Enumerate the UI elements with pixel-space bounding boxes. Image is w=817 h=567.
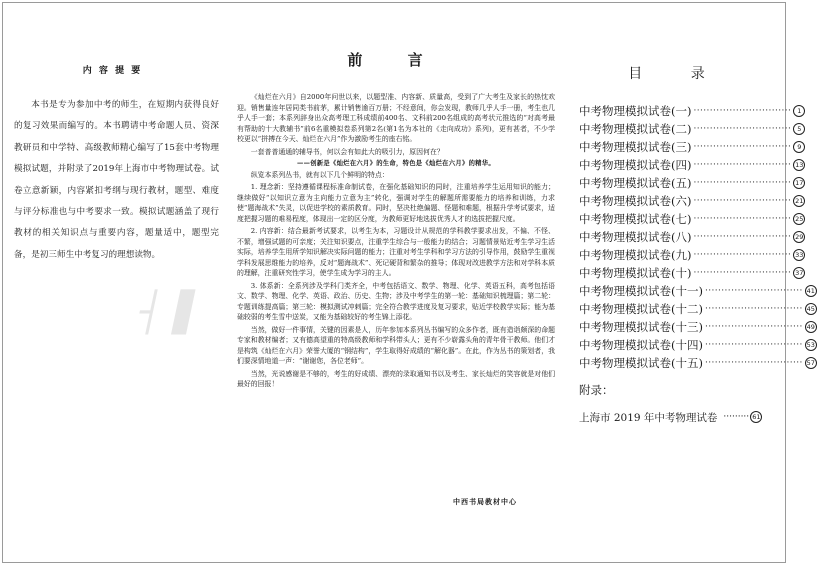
toc-page-number: 1 bbox=[793, 105, 805, 117]
preface-paragraph: 纵览本系列丛书，就有以下几个鲜明的特点： bbox=[250, 170, 389, 179]
toc-leader-dots: ······························ bbox=[693, 106, 792, 116]
toc-leader-dots: ······························ bbox=[704, 322, 803, 332]
toc-item[interactable] bbox=[579, 138, 802, 156]
preface-paragraph: 当然，做好一件事情，关键的因素是人，历年参加本系列丛书编写的众多作者，既有造诣颇深的命题专家和教材编者；又有德高望重的特高级教师和学科带头人；更有不少崭露头角的青年骨干教师。他们才是构筑《灿烂在六月》荣誉大厦的“钢结构”，学生取得好成绩的“解化器”。在此，作为丛书的策划者，我们要深情地道一声：“谢谢您，各位老师”。 bbox=[237, 325, 555, 365]
toc-appendix-title: 上海市 2019 年中考物理试卷 bbox=[579, 411, 718, 424]
toc-page-number: 25 bbox=[795, 215, 804, 223]
summary-title: 内 容 提 要 bbox=[82, 66, 143, 76]
toc-item-title: 中考物理模拟试卷(二) bbox=[579, 122, 692, 136]
toc-appendix-item[interactable] bbox=[579, 408, 784, 426]
preface-paragraph: 1. 理念新：坚持遵循课程标准命制试卷，在强化基础知识的同时，注重培养学生运用知识的能力；继续做好“以知识立意为主向能力立意为主”转化，强调对学生的解题所需要能力的培养和训练，力求使“题海战术”失灵，以促进学校的素质教育。同时，坚决杜绝偏题、怪题和难题，根据升学考试要求，适度把握习题的难易程度，体现出一定的区分度，为教师更好地选拔优秀人才的选拔把握尺度。 bbox=[237, 183, 555, 223]
toc-page-number: 17 bbox=[795, 179, 804, 187]
toc-item[interactable] bbox=[579, 336, 815, 354]
toc-item[interactable] bbox=[579, 102, 802, 120]
toc-item[interactable] bbox=[579, 210, 804, 228]
toc-item-title: 中考物理模拟试卷(三) bbox=[579, 140, 692, 154]
toc-leader-dots: ······························ bbox=[704, 304, 803, 314]
toc-page-number: 53 bbox=[806, 341, 815, 349]
toc-item[interactable] bbox=[579, 264, 804, 282]
toc-item[interactable] bbox=[579, 192, 804, 210]
toc-page-number: 33 bbox=[795, 251, 804, 259]
toc-page-number: 29 bbox=[795, 233, 804, 241]
toc-leader-dots: ······························ bbox=[704, 340, 803, 350]
toc-title: 目 录 bbox=[628, 66, 727, 82]
toc-item[interactable] bbox=[579, 246, 804, 264]
toc-page bbox=[565, 0, 815, 567]
toc-leader-dots: ······························ bbox=[693, 214, 792, 224]
toc-leader-dots: ······························ bbox=[693, 178, 792, 188]
toc-leader-dots: ······························ bbox=[693, 160, 792, 170]
toc-page-number: 41 bbox=[806, 287, 815, 295]
toc-leader-dots: ······························ bbox=[704, 286, 803, 296]
toc-leader-dots: ······························ bbox=[693, 268, 792, 278]
toc-item-title: 中考物理模拟试卷(九) bbox=[579, 248, 692, 262]
preface-page bbox=[225, 0, 565, 567]
preface-body bbox=[237, 92, 555, 392]
toc-page-number: 9 bbox=[793, 141, 805, 153]
preface-paragraph: 3. 体系新：全系列涉及学科门类齐全，中考包括语文、数学、物理、化学、英语五科，高考包括语文、数学、物理、化学、英语、政治、历史、生物；涉及中考学生的第一轮：基础知识梳理篇；第二轮：专题训练提高篇；第三轮：模拟测试冲刺篇；完全符合教学进度及复习要求，贴近学校教学实际；能为基础较弱的考生雪中送炭，又能为基础较好的考生锦上添花。 bbox=[237, 281, 555, 321]
toc-item-title: 中考物理模拟试卷(十) bbox=[579, 266, 692, 280]
summary-body: 本书是专为参加中考的师生，在短期内获得良好的复习效果而编写的。本书聘请中考命题人员、资深教研员和中学特、高级教师精心编写了15套中考物理模拟试题，并附录了2019年上海市中考物理试卷。试卷立意新颖，内容紧扣考纲与现行教材，题型、难度与评分标准也与中考要求一致。模拟试题涵盖了现行教材的相关知识点与重要内容，题量适中，题型完备，是初三师生中考复习的理想读物。 bbox=[14, 100, 219, 260]
toc-item[interactable] bbox=[579, 156, 804, 174]
preface-paragraph: 2. 内容新：结合最新考试要求，以考生为本，习题设计从规范的学科教学要求出发，不偏、不怪、不繁，增强试题的可亲度；关注知识要点，注重学生综合与一般能力的结合；习题情景贴近考生学习生活实际，培养学生用所学知识解决实际问题的能力；注重对考生学科和学习方法的引导作用，鼓励学生重视学科发展思维能力的培养，反对“题海战术”、死记硬背和繁杂的推导；体现对改进教学方法和对学科本质的理解，注重研究性学习，使学生成为学习的主人。 bbox=[237, 227, 555, 277]
toc-page-number: 5 bbox=[793, 123, 805, 135]
watermark-ghost-text: ┤ ▌ bbox=[135, 290, 211, 334]
toc-item[interactable] bbox=[579, 354, 815, 372]
preface-motto: ——创新是《灿烂在六月》的生命，特色是《灿烂在六月》的精华。 bbox=[297, 160, 495, 167]
toc-item-title: 中考物理模拟试卷(一) bbox=[579, 104, 692, 118]
toc-leader-dots: ·········· bbox=[723, 412, 753, 422]
toc-item[interactable] bbox=[579, 174, 804, 192]
toc-item-title: 中考物理模拟试卷(七) bbox=[579, 212, 692, 226]
toc-item-title: 中考物理模拟试卷(十一) bbox=[579, 284, 703, 298]
summary-page bbox=[0, 0, 225, 567]
toc-page-number: 61 bbox=[752, 413, 761, 421]
toc-item[interactable] bbox=[579, 120, 802, 138]
toc-leader-dots: ······························ bbox=[693, 232, 792, 242]
preface-paragraph: 当然，光说感谢是不够的，考生的好成绩、漂亮的录取通知书以及考生、家长灿烂的笑容就是对他们最好的回报！ bbox=[237, 369, 555, 388]
toc-item-title: 中考物理模拟试卷(八) bbox=[579, 230, 692, 244]
toc-item-title: 中考物理模拟试卷(六) bbox=[579, 194, 692, 208]
toc-leader-dots: ······························ bbox=[693, 250, 792, 260]
preface-paragraph: 《灿烂在六月》自2000年问世以来，以题型准、内容新、质量高，受到了广大考生及家长的热忱欢迎。销售量连年居同类书前茅，累计销售逾百万册；不经意间，你会发现，教师几乎人手一册，考生也几乎人手一套；本系列辞身出众高考理工科成绩前400名、文科前200名组成的高考状元推选的“对高考最有帮助的十大教辅书”前6名重模拟卷系列第2名(第1名为本社的《走向成功》系列)，更有甚者，不少学校更以“拼搏在今天、灿烂在六月”作为激励考生的座右铭。 bbox=[237, 93, 555, 143]
toc-page-number: 37 bbox=[795, 269, 804, 277]
preface-paragraph: 一套普普通通的辅导书，何以会有如此大的吸引力，原因何在？ bbox=[250, 147, 444, 156]
toc-item-title: 中考物理模拟试卷(五) bbox=[579, 176, 692, 190]
toc-leader-dots: ······························ bbox=[693, 142, 792, 152]
toc-item[interactable] bbox=[579, 300, 815, 318]
toc-item-title: 中考物理模拟试卷(十五) bbox=[579, 356, 703, 370]
toc-item-title: 中考物理模拟试卷(十四) bbox=[579, 338, 703, 352]
toc-appendix-label: 附录： bbox=[579, 383, 614, 397]
toc-page-number: 45 bbox=[806, 305, 815, 313]
toc-page-number: 57 bbox=[806, 359, 815, 367]
toc-item-title: 中考物理模拟试卷(十二) bbox=[579, 302, 703, 316]
preface-title: 前 言 bbox=[347, 51, 443, 69]
toc-item[interactable] bbox=[579, 228, 804, 246]
toc-item-title: 中考物理模拟试卷(十三) bbox=[579, 320, 703, 334]
toc-page-number: 13 bbox=[795, 161, 804, 169]
toc-item-title: 中考物理模拟试卷(四) bbox=[579, 158, 692, 172]
preface-signature: 中西书局教材中心 bbox=[453, 498, 517, 506]
toc-page-number: 49 bbox=[806, 323, 815, 331]
toc-item[interactable] bbox=[579, 318, 815, 336]
toc-leader-dots: ······························ bbox=[704, 358, 803, 368]
toc-leader-dots: ······························ bbox=[693, 124, 792, 134]
toc-item[interactable] bbox=[579, 282, 815, 300]
toc-page-number: 21 bbox=[795, 197, 804, 205]
toc-leader-dots: ······························ bbox=[693, 196, 792, 206]
